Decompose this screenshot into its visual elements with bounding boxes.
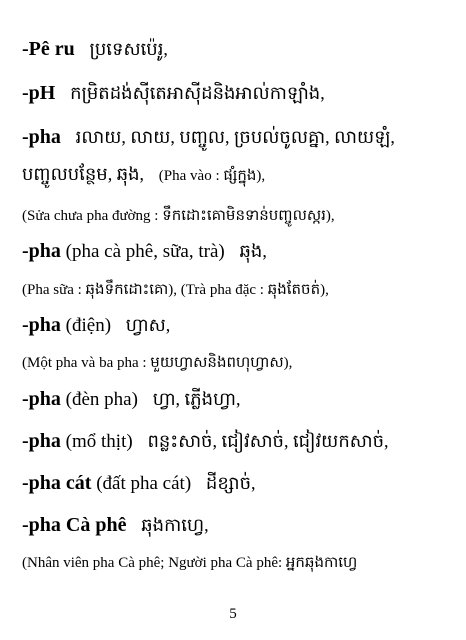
entry-vietnamese: (mổ thịt) <box>65 431 133 452</box>
entry-note-line <box>22 550 452 576</box>
entry-vietnamese: (điện) <box>65 315 112 336</box>
entry-term: -pH <box>22 82 56 104</box>
entry-pha-electric <box>22 312 452 339</box>
entry-khmer: ពន្លះសាច់, ជៀវសាច់, ជៀវយកសាច់, <box>147 431 389 451</box>
entry-vietnamese: (pha cà phê, sữa, trà) <box>65 241 225 262</box>
entry-note-line <box>22 350 452 376</box>
entry-note: (Pha vào : ផ្សំក្នុង), <box>158 168 266 184</box>
entry-pha-butcher <box>22 428 452 455</box>
entry-note-line <box>22 277 452 303</box>
entry-note: (Pha sữa : ឆុងទឹកដោះគោ), (Trà pha đặc : ឆុងតែចត់), <box>22 282 329 298</box>
entry-pha-mix-continued <box>22 161 452 189</box>
entry-khmer: ហ្វាស, <box>125 315 171 335</box>
entry-peru <box>22 36 452 63</box>
entry-term: -pha <box>22 314 61 336</box>
entry-note: (Một pha và ba pha : មួយហ្វាសនិងពហុហ្វាស), <box>22 355 293 371</box>
entry-term: -pha Cà phê <box>22 514 127 536</box>
entry-note-line <box>22 203 452 229</box>
entry-khmer: បញ្ចូលបន្ថែម, ឆុង, <box>22 164 145 184</box>
entry-ph <box>22 80 452 107</box>
entry-khmer: កម្រិតដង់ស៊ីតេអាស៊ីដនិងអាល់កាឡាំង, <box>70 83 325 103</box>
entry-term: -Pê ru <box>22 38 75 60</box>
entry-khmer: ប្រទេសប៉េរូ, <box>89 39 168 59</box>
entry-khmer: ឆុង, <box>239 241 267 261</box>
entry-vietnamese: (đèn pha) <box>65 389 138 410</box>
entry-khmer: ដីខ្សាច់, <box>205 473 256 493</box>
entry-pha-caphe <box>22 512 452 539</box>
page-number: 5 <box>229 606 237 622</box>
entry-pha-cat <box>22 470 452 497</box>
entry-note: (Nhân viên pha Cà phê; Người pha Cà phê: អ្នកឆុងកាហ្វេ <box>22 555 358 571</box>
entry-pha-headlight <box>22 386 452 413</box>
entry-pha-coffee <box>22 238 452 265</box>
entry-khmer: ឆុងកាហ្វេ, <box>141 515 209 535</box>
entry-vietnamese: (đất pha cát) <box>96 473 192 494</box>
entry-term: -pha <box>22 430 61 452</box>
entry-term: -pha <box>22 240 61 262</box>
entry-term: -pha <box>22 388 61 410</box>
entry-khmer: ហ្វា, ភ្លើងហ្វា, <box>152 389 241 409</box>
entry-note: (Sửa chưa pha đường : ទឹកដោះគោមិនទាន់បញ្ចូលស្ករ), <box>22 208 335 224</box>
entry-khmer: រលាយ, លាយ, បញ្ចូល, ច្របល់ចូលគ្នា, លាយឡំ, <box>75 127 395 147</box>
entry-term: -pha cát <box>22 472 92 494</box>
entry-term: -pha <box>22 126 61 148</box>
entry-pha-mix <box>22 124 452 151</box>
